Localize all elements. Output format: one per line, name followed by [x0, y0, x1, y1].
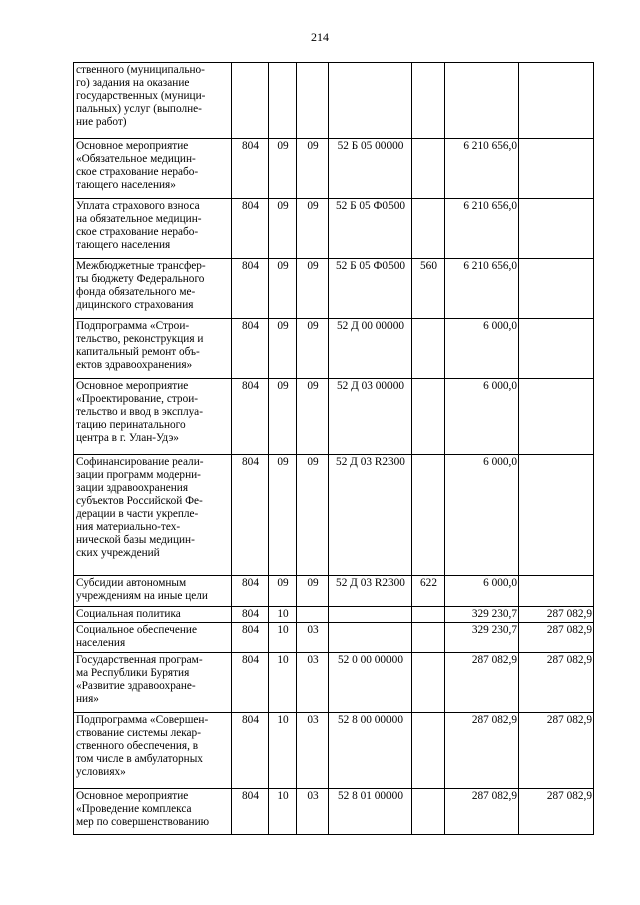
cell-amount-2: 287 082,9 — [519, 653, 594, 713]
cell-amount-2 — [519, 259, 594, 319]
cell-expense-type: 622 — [412, 576, 445, 607]
cell-name: Социальная политика — [74, 607, 232, 623]
cell-amount-2 — [519, 455, 594, 576]
cell-expense-type — [412, 319, 445, 379]
cell-amount-1 — [445, 63, 519, 139]
cell-section-code: 09 — [269, 455, 297, 576]
cell-amount-1: 6 000,0 — [445, 576, 519, 607]
page-number: 214 — [311, 30, 329, 44]
cell-subsection-code: 09 — [297, 379, 329, 455]
table-row — [74, 319, 594, 379]
table-row — [74, 63, 594, 139]
table-row — [74, 623, 594, 653]
cell-amount-2: 287 082,9 — [519, 789, 594, 835]
cell-target-article: 52 0 00 00000 — [329, 653, 412, 713]
cell-subsection-code: 09 — [297, 319, 329, 379]
table-row — [74, 653, 594, 713]
budget-table — [73, 62, 594, 835]
cell-target-article — [329, 623, 412, 653]
cell-target-article: 52 Д 03 R2300 — [329, 455, 412, 576]
cell-section-code: 10 — [269, 607, 297, 623]
cell-amount-1: 287 082,9 — [445, 713, 519, 789]
cell-expense-type — [412, 63, 445, 139]
cell-name: Софинансирование реали- зации программ модерни- зации здравоохранения субъектов Российской Фе- дерации в части укрепле- ния материально-тех- нической базы медицин- ских учреждений — [74, 455, 232, 576]
cell-subsection-code: 09 — [297, 455, 329, 576]
cell-amount-2: 287 082,9 — [519, 713, 594, 789]
cell-amount-1: 287 082,9 — [445, 653, 519, 713]
cell-amount-1: 6 210 656,0 — [445, 139, 519, 199]
cell-subsection-code: 09 — [297, 576, 329, 607]
cell-expense-type — [412, 379, 445, 455]
cell-section-code: 09 — [269, 139, 297, 199]
table-row — [74, 607, 594, 623]
table-row — [74, 789, 594, 835]
table-row — [74, 379, 594, 455]
cell-amount-2 — [519, 63, 594, 139]
cell-amount-1: 6 210 656,0 — [445, 259, 519, 319]
cell-amount-2 — [519, 319, 594, 379]
cell-amount-1: 6 000,0 — [445, 319, 519, 379]
cell-expense-type — [412, 789, 445, 835]
cell-subsection-code: 09 — [297, 139, 329, 199]
cell-amount-1: 329 230,7 — [445, 623, 519, 653]
cell-name: Основное мероприятие «Проведение комплекса мер по совершенствованию — [74, 789, 232, 835]
cell-subsection-code: 09 — [297, 199, 329, 259]
cell-section-code: 09 — [269, 319, 297, 379]
cell-name: Подпрограмма «Строи- тельство, реконструкция и капитальный ремонт объ- ектов здравоохранения» — [74, 319, 232, 379]
cell-expense-type — [412, 199, 445, 259]
cell-amount-2 — [519, 379, 594, 455]
cell-section-code: 09 — [269, 576, 297, 607]
cell-ministry-code: 804 — [232, 455, 269, 576]
cell-section-code: 10 — [269, 653, 297, 713]
cell-target-article: 52 Б 05 Ф0500 — [329, 259, 412, 319]
cell-expense-type — [412, 607, 445, 623]
cell-section-code: 09 — [269, 199, 297, 259]
cell-subsection-code: 09 — [297, 259, 329, 319]
cell-section-code: 09 — [269, 379, 297, 455]
cell-amount-1: 329 230,7 — [445, 607, 519, 623]
cell-target-article: 52 Б 05 Ф0500 — [329, 199, 412, 259]
cell-section-code: 10 — [269, 713, 297, 789]
cell-subsection-code: 03 — [297, 713, 329, 789]
cell-section-code: 10 — [269, 789, 297, 835]
cell-section-code: 09 — [269, 259, 297, 319]
cell-expense-type — [412, 139, 445, 199]
cell-expense-type — [412, 713, 445, 789]
cell-ministry-code: 804 — [232, 379, 269, 455]
cell-expense-type — [412, 455, 445, 576]
cell-name: Государственная програм- ма Республики Бурятия «Развитие здравоохране- ния» — [74, 653, 232, 713]
table-row — [74, 455, 594, 576]
cell-amount-1: 6 000,0 — [445, 455, 519, 576]
cell-amount-1: 6 000,0 — [445, 379, 519, 455]
cell-target-article: 52 8 01 00000 — [329, 789, 412, 835]
cell-name: Социальное обеспечение населения — [74, 623, 232, 653]
cell-expense-type — [412, 623, 445, 653]
cell-ministry-code: 804 — [232, 653, 269, 713]
cell-target-article: 52 Д 00 00000 — [329, 319, 412, 379]
cell-section-code: 10 — [269, 623, 297, 653]
cell-target-article — [329, 607, 412, 623]
cell-target-article: 52 Б 05 00000 — [329, 139, 412, 199]
cell-target-article: 52 Д 03 R2300 — [329, 576, 412, 607]
cell-name: ственного (муниципально- го) задания на оказание государственных (муници- пальных) услуг (выполне- ние работ) — [74, 63, 232, 139]
table-row — [74, 139, 594, 199]
cell-subsection-code: 03 — [297, 653, 329, 713]
table-row — [74, 576, 594, 607]
cell-name: Субсидии автономным учреждениям на иные цели — [74, 576, 232, 607]
cell-target-article: 52 8 00 00000 — [329, 713, 412, 789]
cell-name: Основное мероприятие «Проектирование, строи- тельство и ввод в эксплуа- тацию перинатального центра в г. Улан-Удэ» — [74, 379, 232, 455]
cell-ministry-code: 804 — [232, 259, 269, 319]
cell-name: Межбюджетные трансфер- ты бюджету Федерального фонда обязательного ме- дицинского страхования — [74, 259, 232, 319]
table-body — [74, 63, 594, 835]
cell-amount-2: 287 082,9 — [519, 607, 594, 623]
cell-amount-2: 287 082,9 — [519, 623, 594, 653]
cell-subsection-code: 03 — [297, 789, 329, 835]
table-row — [74, 199, 594, 259]
cell-section-code — [269, 63, 297, 139]
cell-expense-type: 560 — [412, 259, 445, 319]
cell-amount-2 — [519, 139, 594, 199]
cell-name: Уплата страхового взноса на обязательное медицин- ское страхование нерабо- тающего населения — [74, 199, 232, 259]
cell-ministry-code: 804 — [232, 607, 269, 623]
table-row — [74, 713, 594, 789]
cell-ministry-code: 804 — [232, 199, 269, 259]
cell-amount-1: 287 082,9 — [445, 789, 519, 835]
cell-target-article — [329, 63, 412, 139]
cell-ministry-code: 804 — [232, 713, 269, 789]
cell-expense-type — [412, 653, 445, 713]
cell-subsection-code — [297, 63, 329, 139]
table-row — [74, 259, 594, 319]
cell-ministry-code: 804 — [232, 789, 269, 835]
cell-amount-2 — [519, 199, 594, 259]
cell-ministry-code: 804 — [232, 576, 269, 607]
cell-ministry-code — [232, 63, 269, 139]
cell-ministry-code: 804 — [232, 623, 269, 653]
cell-name: Основное мероприятие «Обязательное медицин- ское страхование нерабо- тающего населения» — [74, 139, 232, 199]
cell-target-article: 52 Д 03 00000 — [329, 379, 412, 455]
cell-amount-2 — [519, 576, 594, 607]
cell-amount-1: 6 210 656,0 — [445, 199, 519, 259]
cell-subsection-code — [297, 607, 329, 623]
cell-ministry-code: 804 — [232, 319, 269, 379]
cell-subsection-code: 03 — [297, 623, 329, 653]
cell-ministry-code: 804 — [232, 139, 269, 199]
cell-name: Подпрограмма «Совершен- ствование системы лекар- ственного обеспечения, в том числе в амбулаторных условиях» — [74, 713, 232, 789]
